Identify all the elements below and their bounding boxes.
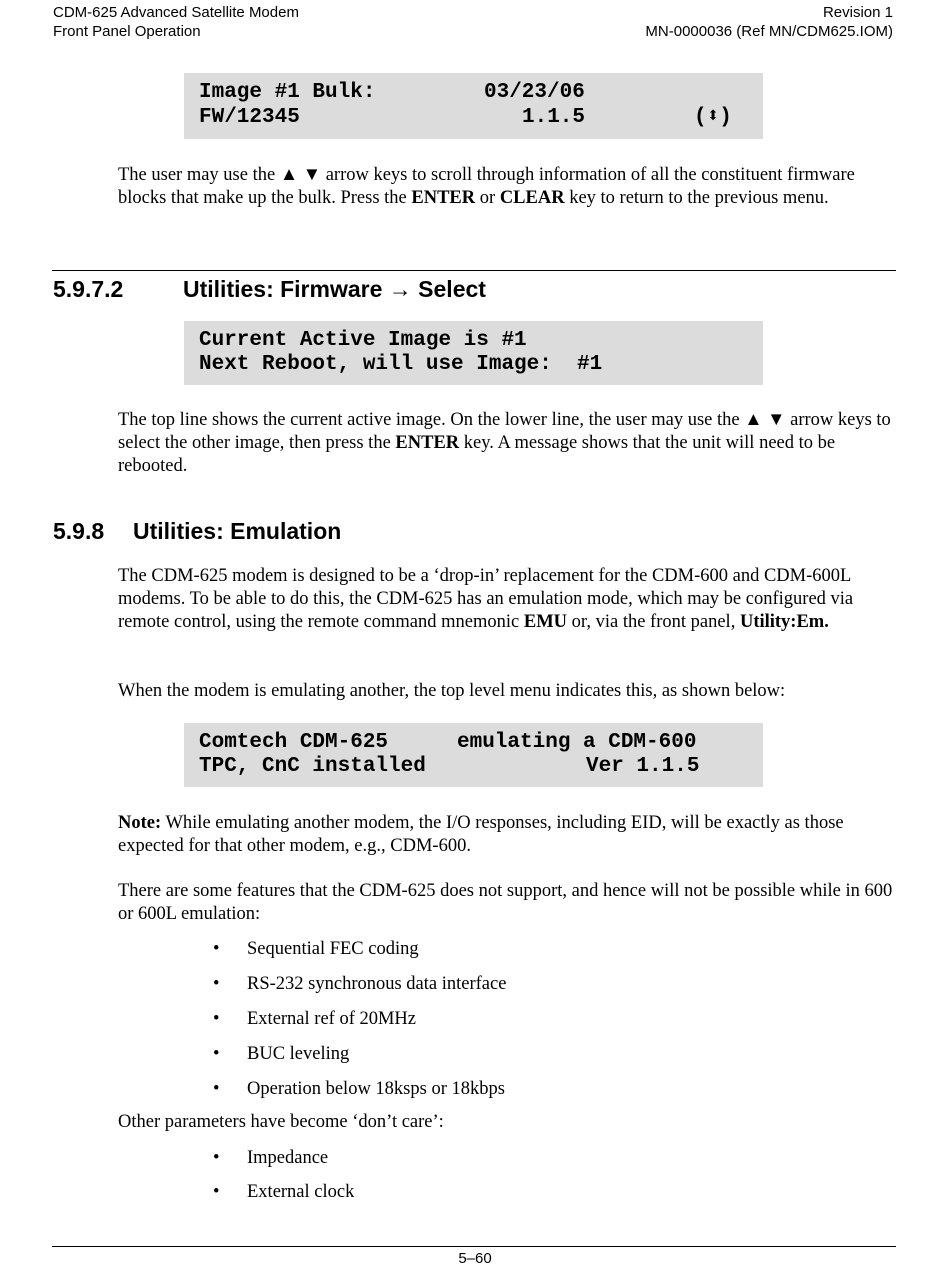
header-title: CDM-625 Advanced Satellite Modem — [53, 4, 299, 21]
section-divider — [52, 270, 896, 271]
bullet-icon: • — [213, 974, 220, 994]
bullet-icon: • — [213, 1044, 220, 1064]
lcd-line: Next Reboot, will use Image: #1 — [199, 353, 603, 376]
paragraph-scroll-firmware: The user may use the ▲ ▼ arrow keys to scroll through information of all the constituent firmware blocks that make up the bulk. Press the ENTER or CLEAR key to return to the previous menu. — [118, 165, 855, 208]
lcd-display-emulation — [184, 723, 763, 787]
paragraph-select-image: The top line shows the current active image. On the lower line, the user may use the ▲ ▼ arrow keys to select the other image, then press the ENTER key. A message shows that the unit will need to be rebooted. — [118, 410, 891, 476]
bullet-icon: • — [213, 1079, 220, 1099]
running-header-right — [645, 3, 893, 41]
lcd-display-firmware-select — [184, 321, 763, 385]
lcd-line: TPC, CnC installed — [199, 755, 426, 778]
bullet-icon: • — [213, 1009, 220, 1029]
lcd-value: Ver 1.1.5 — [586, 755, 700, 778]
bullet-icon: • — [213, 939, 220, 959]
note-label: Note: — [118, 813, 162, 833]
section-title: Utilities: Firmware → Select — [183, 276, 486, 302]
lcd-line: Current Active Image is #1 — [199, 329, 527, 352]
bullet-icon: • — [213, 1148, 220, 1168]
footer-rule — [52, 1246, 896, 1247]
section-number: 5.9.8 — [53, 518, 105, 544]
lcd-line: Image #1 Bulk: — [199, 81, 376, 104]
lcd-display-bulk-image — [184, 73, 763, 139]
note-paragraph: Note: While emulating another modem, the I/O responses, including EID, will be exactly as those expected for that other modem, e.g., CDM-600. — [118, 813, 844, 856]
paragraph-emulation-intro: The CDM-625 modem is designed to be a ‘drop-in’ replacement for the CDM-600 and CDM-600L modems. To be able to do this, the CDM-625 has an emulation mode, which may be configured via remote control, using the remote command mnemonic EMU or, via the front panel, Utility:Em. — [118, 566, 854, 632]
header-doc-number: MN-0000036 (Ref MN/CDM625.IOM) — [645, 23, 893, 40]
section-title: Utilities: Emulation — [133, 518, 342, 544]
paragraph-top-level-menu: When the modem is emulating another, the top level menu indicates this, as shown below: — [118, 681, 786, 701]
header-revision: Revision 1 — [822, 4, 893, 21]
paragraph-dont-care: Other parameters have become ‘don’t care’: — [118, 1112, 444, 1132]
bullet-icon: • — [213, 1182, 220, 1202]
page-number: 5–60 — [458, 1250, 492, 1267]
lcd-value: 1.1.5 — [522, 106, 586, 129]
up-down-arrow-icon: (⬍) — [694, 106, 732, 129]
running-header-left — [53, 3, 299, 41]
header-subtitle: Front Panel Operation — [53, 23, 201, 40]
paragraph-unsupported-features: There are some features that the CDM-625 does not support, and hence will not be possible while in 600 or 600L emulation: — [118, 881, 893, 924]
lcd-line: Comtech CDM-625 — [199, 731, 389, 754]
lcd-value: 03/23/06 — [484, 81, 585, 104]
lcd-value: emulating a CDM-600 — [457, 731, 697, 754]
section-number: 5.9.7.2 — [53, 276, 124, 302]
lcd-line: FW/12345 — [199, 106, 300, 129]
